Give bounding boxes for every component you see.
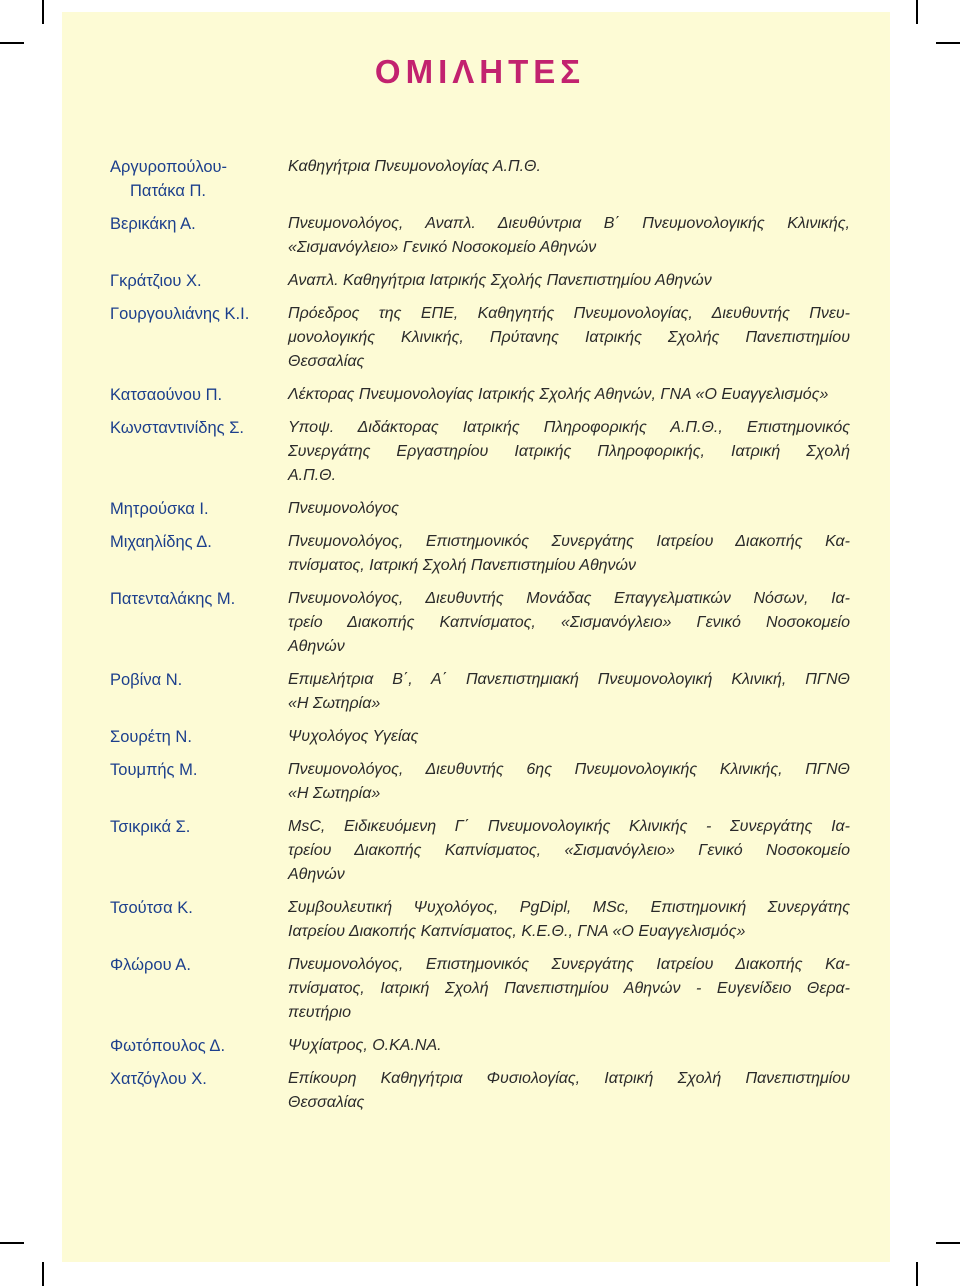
crop-mark-bottom-left-h xyxy=(0,1242,24,1244)
speaker-description-line: Ψυχολόγος Υγείας xyxy=(288,728,419,745)
speaker-description-line: τρείο Διακοπής Καπνίσματος, «Σισμανόγλειο» Γενικό Νοσοκομείο xyxy=(288,614,850,631)
crop-mark-top-left xyxy=(42,0,44,24)
speaker-description xyxy=(288,416,850,488)
speaker-name-line: Σουρέτη Ν. xyxy=(110,728,192,746)
speaker-description-line: πευτήριο xyxy=(288,1004,352,1021)
speaker-description xyxy=(288,587,850,659)
speaker-name-line: Κατσαούνου Π. xyxy=(110,386,223,404)
speaker-name xyxy=(110,302,288,326)
speaker-row xyxy=(110,896,850,944)
speaker-name-line: Μητρούσκα Ι. xyxy=(110,500,209,518)
speaker-row xyxy=(110,269,850,293)
speaker-row xyxy=(110,530,850,578)
speaker-description xyxy=(288,815,850,887)
speaker-description xyxy=(288,953,850,1025)
speaker-name-line: Πατενταλάκης Μ. xyxy=(110,590,236,608)
speaker-description-line: Ψυχίατρος, Ο.ΚΑ.ΝΑ. xyxy=(288,1037,442,1054)
speaker-row xyxy=(110,587,850,659)
speaker-name-line: Πατάκα Π. xyxy=(130,182,206,200)
speaker-description-line: Λέκτορας Πνευμονολογίας Ιατρικής Σχολής Αθηνών, ΓΝΑ «Ο Ευαγγελισμός» xyxy=(288,386,829,403)
speaker-name xyxy=(110,155,288,203)
speaker-row xyxy=(110,212,850,260)
speaker-name xyxy=(110,587,288,611)
speaker-row xyxy=(110,668,850,716)
speaker-description xyxy=(288,896,850,944)
speaker-description xyxy=(288,668,850,716)
speaker-name xyxy=(110,383,288,407)
speaker-description-line: MsC, Ειδικευόμενη Γ΄ Πνευμονολογικής Κλινικής - Συνεργάτης Ια- xyxy=(288,818,850,835)
speaker-description-line: Θεσσαλίας xyxy=(288,1094,365,1111)
speaker-name xyxy=(110,815,288,839)
crop-mark-top-right-h xyxy=(936,42,960,44)
speaker-name xyxy=(110,1034,288,1058)
speaker-name xyxy=(110,1067,288,1091)
speaker-description-line: Αναπλ. Καθηγήτρια Ιατρικής Σχολής Πανεπιστημίου Αθηνών xyxy=(288,272,712,289)
speaker-name xyxy=(110,725,288,749)
speaker-name xyxy=(110,497,288,521)
speaker-description-line: Επίκουρη Καθηγήτρια Φυσιολογίας, Ιατρική Σχολή Πανεπιστημίου xyxy=(288,1070,850,1087)
speaker-description xyxy=(288,1034,850,1058)
crop-mark-top-left-h xyxy=(0,42,24,44)
crop-mark-bottom-right-h xyxy=(936,1242,960,1244)
speaker-description-line: Πνευμονολόγος, Επιστημονικός Συνεργάτης Ιατρείου Διακοπής Κα- xyxy=(288,533,850,550)
speaker-description-line: μονολογικής Κλινικής, Πρύτανης Ιατρικής Σχολής Πανεπιστημίου xyxy=(288,329,850,346)
speaker-name xyxy=(110,896,288,920)
speaker-description-line: Πνευμονολόγος, Επιστημονικός Συνεργάτης Ιατρείου Διακοπής Κα- xyxy=(288,956,850,973)
speaker-description-line: Θεσσαλίας xyxy=(288,353,365,370)
speaker-row xyxy=(110,815,850,887)
speaker-name-line: Μιχαηλίδης Δ. xyxy=(110,533,212,551)
speaker-list xyxy=(110,155,850,1124)
speaker-row xyxy=(110,302,850,374)
speaker-row xyxy=(110,383,850,407)
speaker-name xyxy=(110,668,288,692)
speaker-name-line: Τσούτσα Κ. xyxy=(110,899,193,917)
page-title: ΟΜΙΛΗΤΕΣ xyxy=(374,53,586,90)
speaker-description-line: Ιατρείου Διακοπής Καπνίσματος, Κ.Ε.Θ., ΓΝΑ «Ο Ευαγγελισμός» xyxy=(288,923,746,940)
speaker-description-line: Αθηνών xyxy=(288,866,345,883)
speaker-description xyxy=(288,497,850,521)
speaker-name-line: Βερικάκη Α. xyxy=(110,215,196,233)
speaker-name-line: Γκράτζιου Χ. xyxy=(110,272,202,290)
speaker-row xyxy=(110,953,850,1025)
speaker-name-line: Τσικρικά Σ. xyxy=(110,818,191,836)
speaker-description-line: Συμβουλευτική Ψυχολόγος, PgDipl, MSc, Επιστημονική Συνεργάτης xyxy=(288,899,850,916)
crop-mark-bottom-right xyxy=(916,1262,918,1286)
speaker-name xyxy=(110,212,288,236)
speaker-name-line: Φωτόπουλος Δ. xyxy=(110,1037,226,1055)
speaker-description-line: «Η Σωτηρία» xyxy=(288,785,381,802)
speaker-name-line: Ροβίνα Ν. xyxy=(110,671,183,689)
speaker-row xyxy=(110,155,850,203)
speaker-name xyxy=(110,758,288,782)
speaker-description-line: Πνευμονολόγος, Διευθυντής 6ης Πνευμονολογικής Κλινικής, ΠΓΝΘ xyxy=(288,761,850,778)
speaker-description-line: Πνευμονολόγος xyxy=(288,500,399,517)
speaker-row xyxy=(110,416,850,488)
speaker-name xyxy=(110,416,288,440)
speaker-description xyxy=(288,302,850,374)
speaker-description-line: Α.Π.Θ. xyxy=(288,467,337,484)
speaker-name xyxy=(110,269,288,293)
speaker-description xyxy=(288,383,850,407)
speaker-description-line: Πνευμονολόγος, Διευθυντής Μονάδας Επαγγελματικών Νόσων, Ια- xyxy=(288,590,850,607)
crop-mark-top-right xyxy=(916,0,918,24)
speaker-description-line: Συνεργάτης Εργαστηρίου Ιατρικής Πληροφορικής, Ιατρική Σχολή xyxy=(288,443,850,460)
speaker-description-line: Αθηνών xyxy=(288,638,345,655)
speaker-description xyxy=(288,155,850,179)
speaker-description-line: «Σισμανόγλειο» Γενικό Νοσοκομείο Αθηνών xyxy=(288,239,597,256)
speaker-row xyxy=(110,758,850,806)
speaker-name-line: Γουργουλιάνης Κ.Ι. xyxy=(110,305,250,323)
speaker-description xyxy=(288,1067,850,1115)
speaker-description-line: Υποψ. Διδάκτορας Ιατρικής Πληροφορικής Α.Π.Θ., Επιστημονικός xyxy=(288,419,850,436)
speaker-description-line: τρείου Διακοπής Καπνίσματος, «Σισμανόγλειο» Γενικό Νοσοκομείο xyxy=(288,842,850,859)
speaker-description xyxy=(288,269,850,293)
speaker-name-line: Χατζόγλου Χ. xyxy=(110,1070,207,1088)
speaker-row xyxy=(110,1034,850,1058)
speaker-name-line: Φλώρου Α. xyxy=(110,956,191,974)
speaker-description xyxy=(288,725,850,749)
speaker-description-line: πνίσματος, Ιατρική Σχολή Πανεπιστημίου Αθηνών xyxy=(288,557,636,574)
speaker-description-line: «Η Σωτηρία» xyxy=(288,695,381,712)
speaker-row xyxy=(110,1067,850,1115)
speaker-name xyxy=(110,530,288,554)
speaker-name xyxy=(110,953,288,977)
speaker-description xyxy=(288,530,850,578)
speaker-row xyxy=(110,725,850,749)
speaker-name-line: Κωνσταντινίδης Σ. xyxy=(110,419,244,437)
crop-mark-bottom-left xyxy=(42,1262,44,1286)
speaker-description xyxy=(288,212,850,260)
speaker-name-line: Αργυροπούλου- xyxy=(110,158,228,176)
speaker-description xyxy=(288,758,850,806)
speaker-description-line: Καθηγήτρια Πνευμονολογίας Α.Π.Θ. xyxy=(288,158,541,175)
speaker-description-line: Πρόεδρος της ΕΠΕ, Καθηγητής Πνευμονολογίας, Διευθυντής Πνευ- xyxy=(288,305,850,322)
speaker-description-line: Επιμελήτρια Β΄, Α΄ Πανεπιστημιακή Πνευμονολογική Κλινική, ΠΓΝΘ xyxy=(288,671,850,688)
speaker-name-line: Τουμπής Μ. xyxy=(110,761,198,779)
speaker-row xyxy=(110,497,850,521)
speaker-description-line: Πνευμονολόγος, Αναπλ. Διευθύντρια Β΄ Πνευμονολογικής Κλινικής, xyxy=(288,215,850,232)
speaker-description-line: πνίσματος, Ιατρική Σχολή Πανεπιστημίου Αθηνών - Ευγενίδειο Θερα- xyxy=(288,980,850,997)
